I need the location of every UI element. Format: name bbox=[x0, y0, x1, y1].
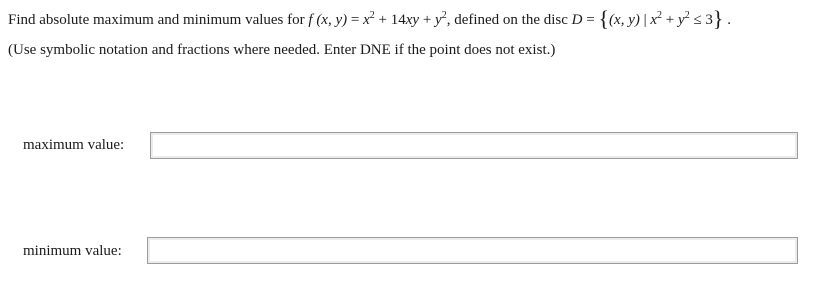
instruction-text: (Use symbolic notation and fractions where needed. Enter DNE if the point does not exist.) bbox=[8, 42, 556, 58]
term3-base: y bbox=[435, 12, 442, 28]
brace-close: } bbox=[712, 6, 724, 31]
cond-relation: ≤ 3 bbox=[689, 12, 713, 28]
cond2-exponent: 2 bbox=[684, 10, 690, 21]
cond1-base: x bbox=[650, 12, 658, 28]
term1-exponent: 2 bbox=[369, 10, 375, 21]
maximum-value-input[interactable] bbox=[150, 132, 798, 159]
question-middle: , defined on the disc bbox=[446, 12, 572, 28]
cond2-base: y bbox=[678, 12, 685, 28]
cond1-exponent: 2 bbox=[657, 10, 663, 21]
function-args: (x, y) bbox=[316, 12, 348, 28]
plus-coefficient: + 14 bbox=[374, 12, 406, 28]
set-equals: = bbox=[582, 12, 599, 28]
minimum-value-label: minimum value: bbox=[23, 243, 122, 259]
term1-base: x bbox=[363, 12, 370, 28]
function-name: f bbox=[308, 12, 313, 28]
brace-open: { bbox=[598, 6, 610, 31]
set-name: D bbox=[571, 12, 583, 28]
question-text bbox=[8, 8, 731, 31]
question-prefix: Find absolute maximum and minimum values for bbox=[8, 12, 309, 28]
equals-sign: = bbox=[347, 12, 364, 28]
term2: xy bbox=[405, 12, 420, 28]
term3-exponent: 2 bbox=[441, 10, 447, 21]
set-bar: | bbox=[639, 12, 651, 28]
minimum-value-input[interactable] bbox=[147, 237, 798, 264]
question-end: . bbox=[723, 12, 731, 28]
cond-plus: + bbox=[662, 12, 679, 28]
set-variable: (x, y) bbox=[609, 12, 640, 28]
plus-sign: + bbox=[419, 12, 436, 28]
maximum-value-label: maximum value: bbox=[23, 137, 125, 153]
